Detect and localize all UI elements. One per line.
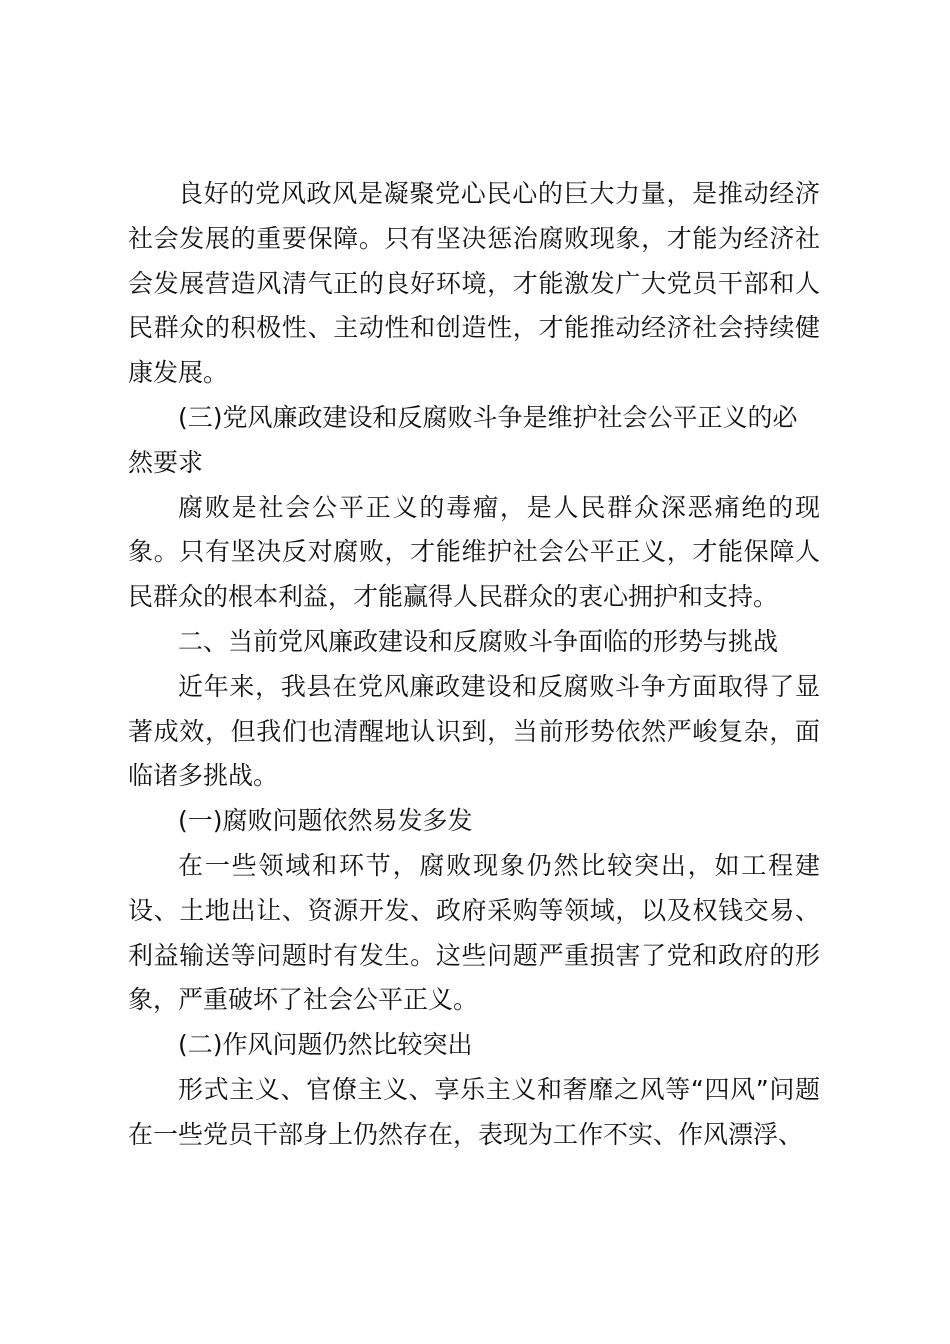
body-paragraph: 在一些领域和环节，腐败现象仍然比较突出，如工程建设、土地出让、资源开发、政府采购等领域，以及权钱交易、利益输送等问题时有发生。这些问题严重损害了党和政府的形象，严重破坏了社会公平正义。 <box>128 850 820 1015</box>
body-paragraph: 形式主义、官僚主义、享乐主义和奢靡之风等“四风”问题在一些党员干部身上仍然存在，表现为工作不实、作风漂浮、 <box>128 1074 820 1149</box>
subsection-heading: (二)作风问题仍然比较突出 <box>178 1030 473 1060</box>
body-paragraph: 腐败是社会公平正义的毒瘤，是人民群众深恶痛绝的现象。只有坚决反对腐败，才能维护社会公平正义，才能保障人民群众的根本利益，才能赢得人民群众的衷心拥护和支持。 <box>128 492 820 612</box>
body-paragraph: 良好的党风政风是凝聚党心民心的巨大力量，是推动经济社会发展的重要保障。只有坚决惩治腐败现象，才能为经济社会发展营造风清气正的良好环境，才能激发广大党员干部和人民群众的积极性、主动性和创造性，才能推动经济社会持续健康发展。 <box>128 179 820 388</box>
subsection-heading: (一)腐败问题依然易发多发 <box>178 806 473 836</box>
body-paragraph: 近年来，我县在党风廉政建设和反腐败斗争方面取得了显著成效，但我们也清醒地认识到，当前形势依然严峻复杂，面临诸多挑战。 <box>128 671 820 791</box>
document-page <box>128 172 820 1158</box>
section-heading: 二、当前党风廉政建设和反腐败斗争面临的形势与挑战 <box>178 626 779 656</box>
section-heading: (三)党风廉政建设和反腐败斗争是维护社会公平正义的必然要求 <box>128 402 798 477</box>
